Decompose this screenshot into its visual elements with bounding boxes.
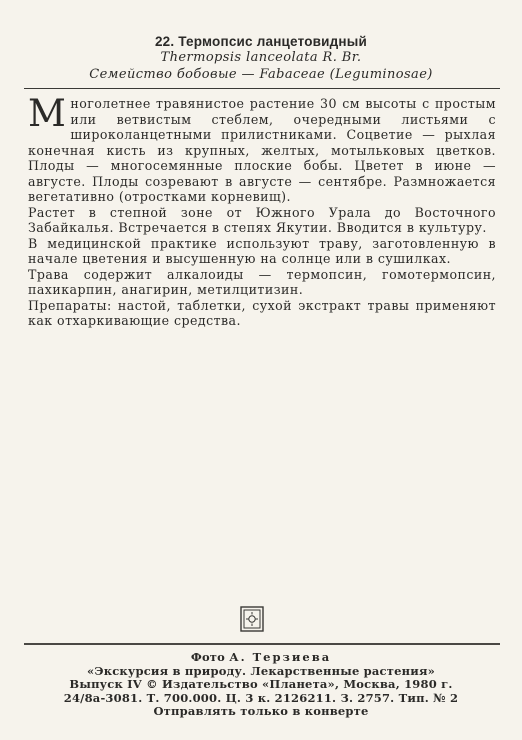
paragraph-preparations: Препараты: настой, таблетки, сухой экстракт травы применяют как отхаркивающие средства. <box>28 297 496 328</box>
publisher-emblem-icon <box>240 606 264 632</box>
drop-cap: М <box>28 92 67 135</box>
plant-title: 22. Термопсис ланцетовидный <box>154 34 368 49</box>
paragraph-description <box>28 92 496 205</box>
photographer-name: А. Терзиева <box>229 650 332 664</box>
top-divider <box>24 88 500 89</box>
paragraph-habitat: Растет в степной зоне от Южного Урала до Восточного Забайкалья. Встречается в степях Якутии. Вводится в культуру. <box>28 204 496 235</box>
issue-line: Выпуск IV © Издательство «Планета», Москва, 1980 г. <box>69 677 453 691</box>
photo-label: Фото <box>190 650 226 664</box>
paragraph-composition: Трава содержит алкалоиды — термопсин, гомотермопсин, пахикарпин, анагирин, метилцитизин. <box>28 266 496 297</box>
bottom-divider <box>24 643 500 645</box>
description-body <box>28 92 496 329</box>
imprint <box>0 651 522 719</box>
print-info: 24/8а-3081. Т. 700.000. Ц. 3 к. 2126211. З. 2757. Тип. № 2 <box>63 690 459 705</box>
mailing-note: Отправлять только в конверте <box>153 704 369 718</box>
latin-name: Thermopsis lanceolata R. Br. <box>160 50 362 65</box>
series-title: «Экскурсия в природу. Лекарственные растения» <box>86 663 436 678</box>
card-header <box>0 34 522 83</box>
paragraph-medical-use: В медицинской практике используют траву, заготовленную в начале цветения и высушенную на солнце или в сушилках. <box>28 235 496 266</box>
plant-family: Семейство бобовые — Fabaceae (Leguminosae) <box>89 67 433 82</box>
paragraph-description-text: ноголетнее травянистое растение 30 см высоты с простым или ветвистым стеблем, очередными листьями с широколанцетными прилистниками. Соцветие — рыхлая конечная кисть из крупных, желтых, мотыльковых цветков. Плоды — многосемянные плоские бобы. Цветет в июне — августе. Плоды созревают в августе — сентябре. Размножается вегетативно (отростками корневищ). <box>28 96 496 204</box>
photo-credit <box>0 651 522 665</box>
